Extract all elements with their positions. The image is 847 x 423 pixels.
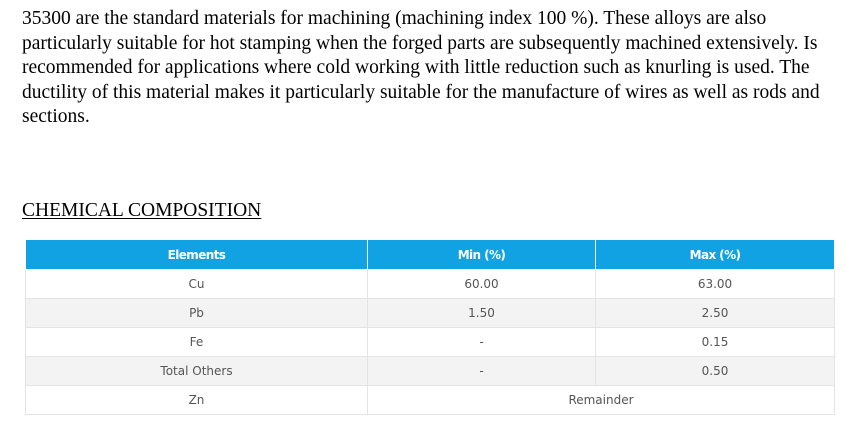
header-max: Max (%) bbox=[596, 240, 835, 270]
table-row bbox=[26, 357, 835, 386]
cell-element: Total Others bbox=[26, 357, 368, 386]
table-row bbox=[26, 299, 835, 328]
cell-max: 2.50 bbox=[596, 299, 835, 328]
cell-element: Cu bbox=[26, 270, 368, 299]
cell-element: Zn bbox=[26, 386, 368, 415]
cell-min: 60.00 bbox=[368, 270, 596, 299]
table-row bbox=[26, 270, 835, 299]
cell-element: Fe bbox=[26, 328, 368, 357]
chemical-composition-heading: CHEMICAL COMPOSITION bbox=[22, 200, 262, 221]
cell-min: - bbox=[368, 357, 596, 386]
cell-max: 0.50 bbox=[596, 357, 835, 386]
cell-max: 63.00 bbox=[596, 270, 835, 299]
table-row-zn bbox=[26, 386, 835, 415]
header-min: Min (%) bbox=[368, 240, 596, 270]
table-header-row bbox=[26, 240, 835, 270]
table-row bbox=[26, 328, 835, 357]
intro-paragraph: 35300 are the standard materials for machining (machining index 100 %). These alloys are also particularly suitable for hot stamping when the forged parts are subsequently machined extensively. Is recommended for applications where cold working with little reduction such as knurling is used. The ductility of this material makes it particularly suitable for the manufacture of wires as well as rods and sections. bbox=[22, 8, 820, 127]
chemical-composition-table bbox=[25, 239, 835, 415]
cell-min: - bbox=[368, 328, 596, 357]
header-elements: Elements bbox=[26, 240, 368, 270]
cell-min: 1.50 bbox=[368, 299, 596, 328]
cell-remainder: Remainder bbox=[368, 386, 835, 415]
cell-element: Pb bbox=[26, 299, 368, 328]
cell-max: 0.15 bbox=[596, 328, 835, 357]
